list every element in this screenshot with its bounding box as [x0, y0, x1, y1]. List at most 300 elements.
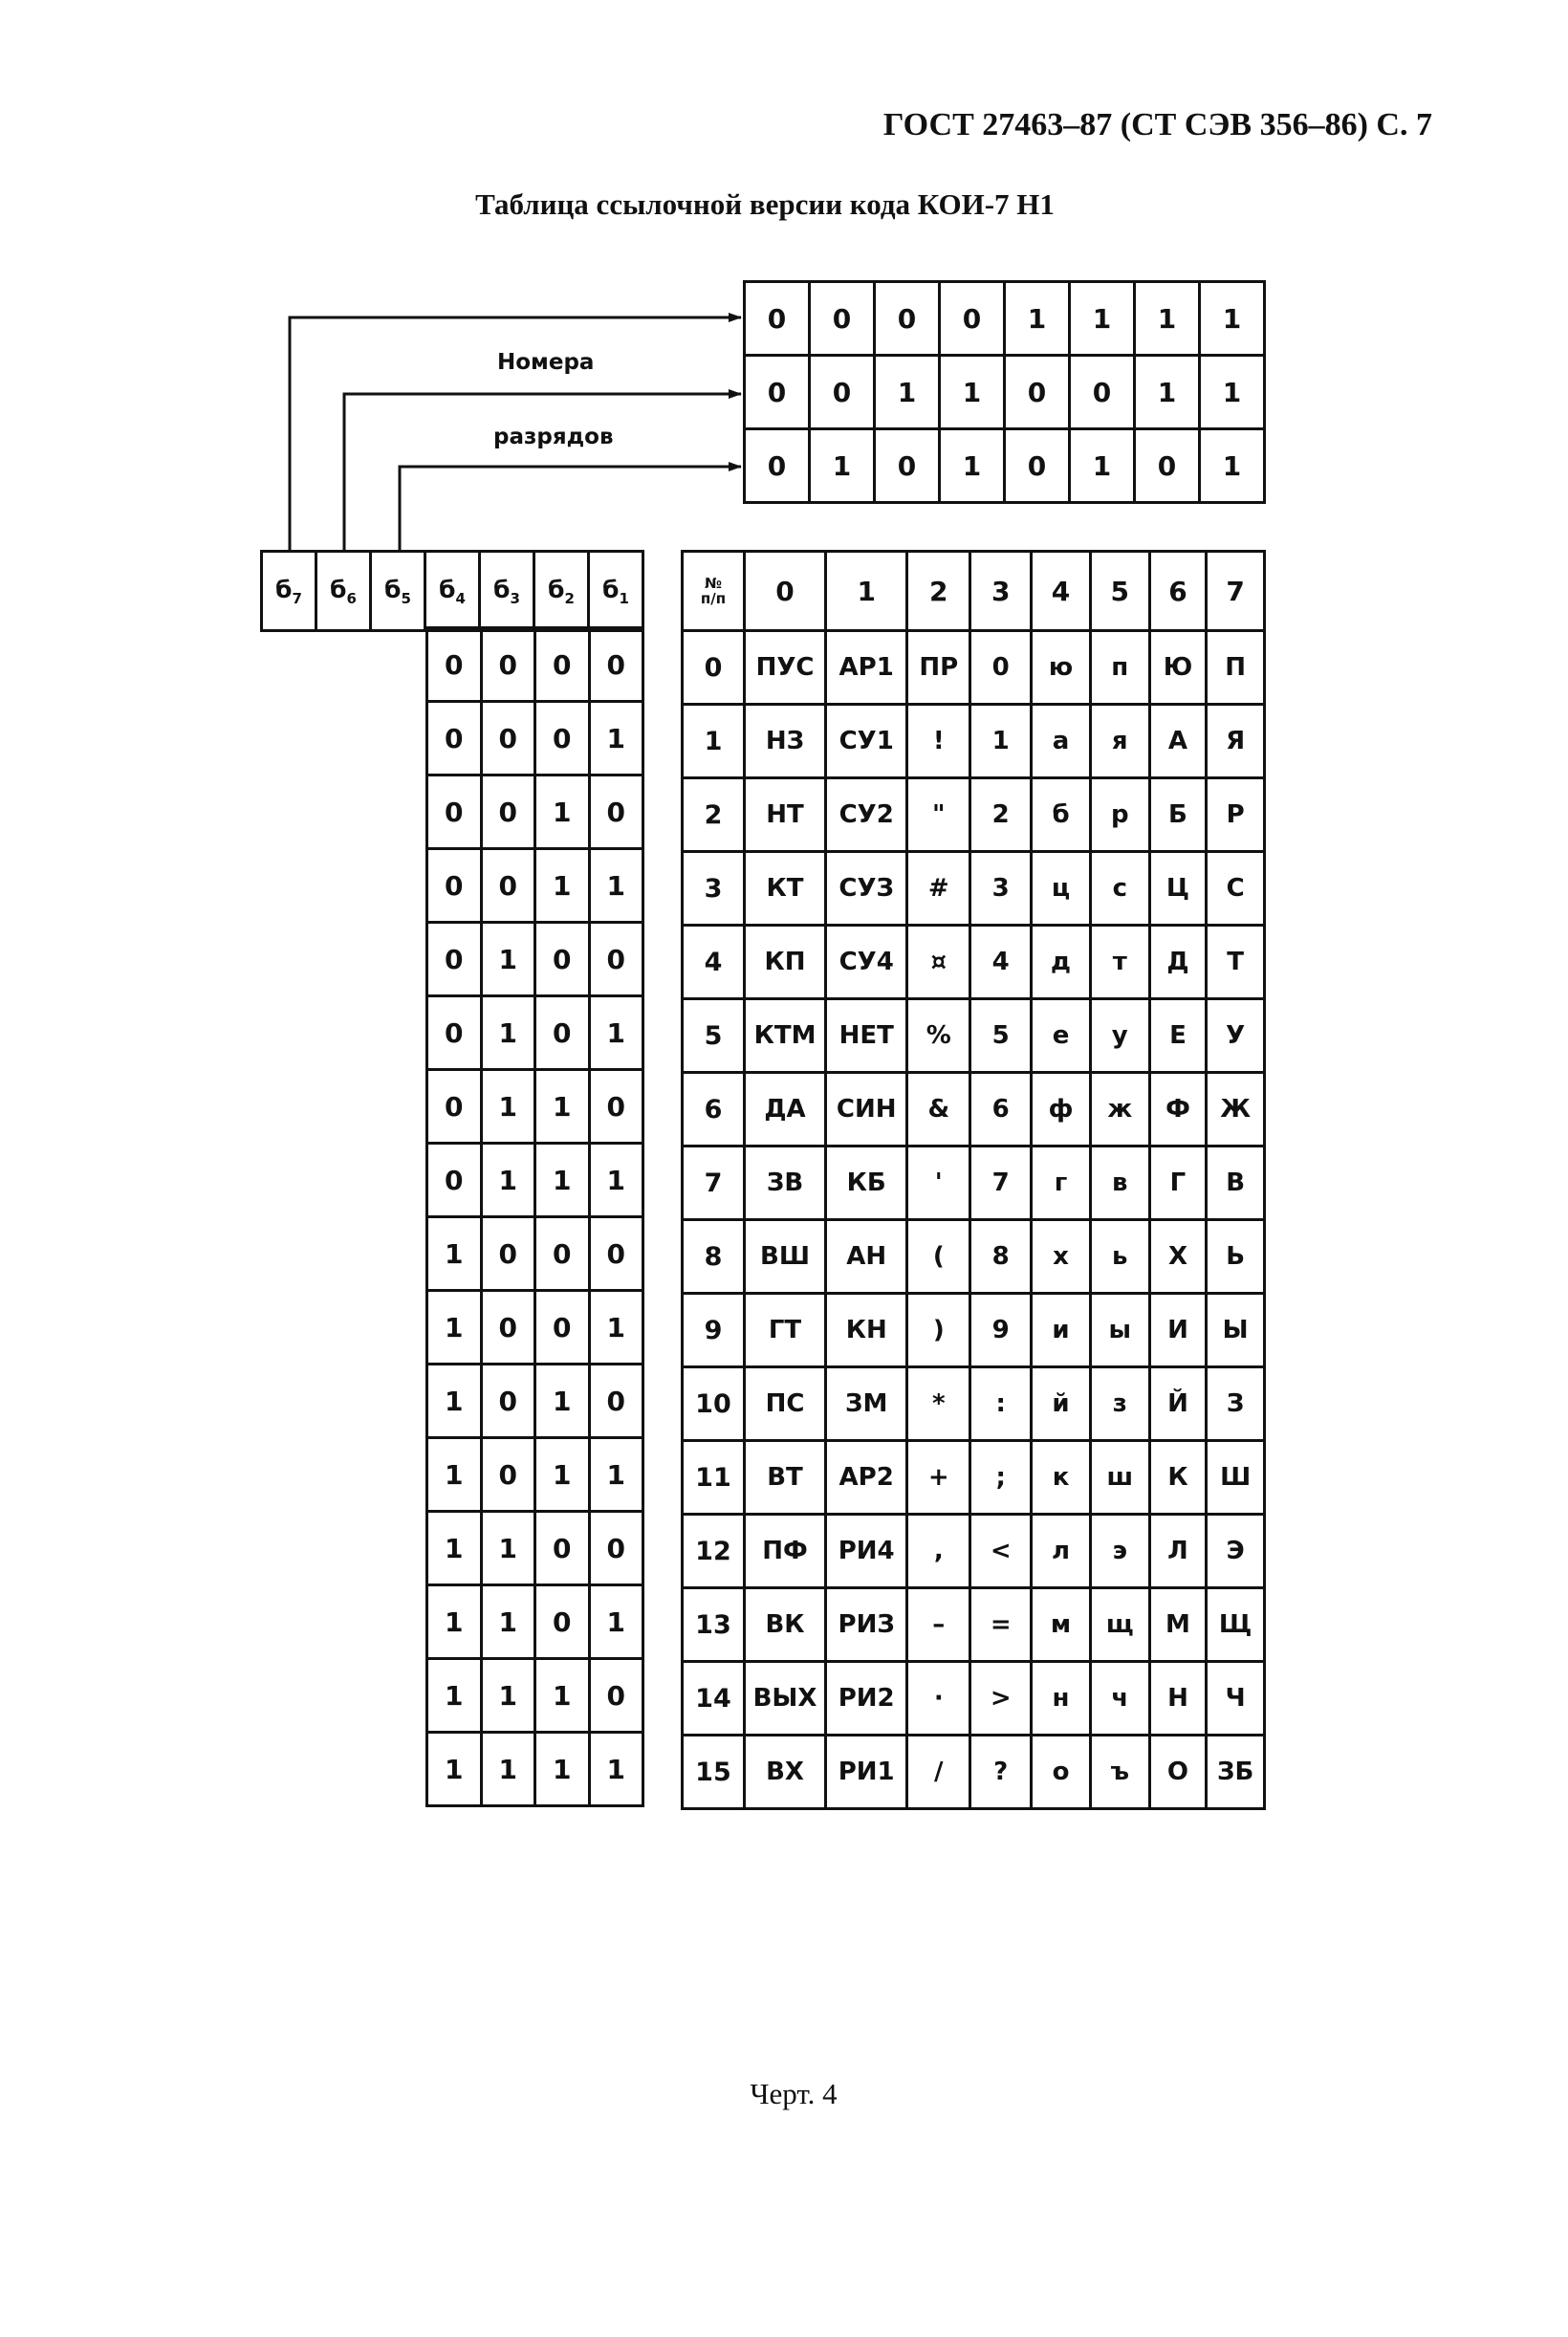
code-cell: Ф [1149, 1073, 1207, 1147]
code-cell: ? [970, 1736, 1032, 1809]
code-cell: КТ [744, 852, 825, 926]
code-cell: НЗ [744, 705, 825, 778]
code-cell: У [1207, 999, 1265, 1073]
code-table-row [683, 1367, 1265, 1441]
column-bit-cell: 0 [1005, 356, 1070, 429]
code-table-row [683, 926, 1265, 999]
row-bit-cell: 0 [427, 702, 482, 775]
code-cell: м [1032, 1588, 1091, 1662]
code-cell: 4 [970, 926, 1032, 999]
column-header: 7 [1207, 552, 1265, 631]
column-bit-cell: 1 [875, 356, 940, 429]
row-number: 9 [683, 1294, 745, 1367]
code-cell: Х [1149, 1220, 1207, 1294]
code-cell: ш [1090, 1441, 1149, 1515]
row-bit-cell: 1 [427, 1438, 482, 1512]
number-header-top: № [704, 575, 722, 592]
row-bit-cell: 0 [589, 1512, 643, 1585]
code-cell: 6 [970, 1073, 1032, 1147]
code-cell: Ю [1149, 631, 1207, 705]
code-cell: " [907, 778, 970, 852]
code-cell: · [907, 1662, 970, 1736]
row-number: 14 [683, 1662, 745, 1736]
code-cell: ЗВ [744, 1147, 825, 1220]
code-cell: щ [1090, 1588, 1149, 1662]
code-cell: Ш [1207, 1441, 1265, 1515]
code-cell: РИ1 [826, 1736, 907, 1809]
column-bit-cell: 0 [940, 282, 1005, 356]
row-bit-cell: 0 [427, 775, 482, 849]
row-bits-row [427, 923, 643, 996]
code-cell: й [1032, 1367, 1091, 1441]
row-bit-cell: 1 [481, 1512, 535, 1585]
code-cell: ПУС [744, 631, 825, 705]
column-bit-cell: 1 [1200, 282, 1265, 356]
code-cell: ж [1090, 1073, 1149, 1147]
code-cell: т [1090, 926, 1149, 999]
code-cell: а [1032, 705, 1091, 778]
row-number: 5 [683, 999, 745, 1073]
code-cell: ; [970, 1441, 1032, 1515]
row-bit-cell: 1 [535, 1659, 590, 1733]
bit-label-2 [534, 552, 589, 631]
code-cell: н [1032, 1662, 1091, 1736]
code-cell: р [1090, 778, 1149, 852]
row-bit-cell: 0 [481, 1217, 535, 1291]
code-cell: # [907, 852, 970, 926]
row-bit-cell: 1 [589, 996, 643, 1070]
row-bit-cell: 0 [481, 1291, 535, 1365]
row-bits-row [427, 702, 643, 775]
column-header: 3 [970, 552, 1032, 631]
code-cell: в [1090, 1147, 1149, 1220]
bit-label-base: б [275, 575, 293, 603]
row-bits-row [427, 1512, 643, 1585]
column-bit-cell: 0 [745, 356, 810, 429]
code-cell: с [1090, 852, 1149, 926]
code-cell: СУЗ [826, 852, 907, 926]
code-cell: ВТ [744, 1441, 825, 1515]
number-column-header [683, 552, 745, 631]
column-bit-cell: 0 [1135, 429, 1200, 503]
row-bit-cell: 1 [481, 1585, 535, 1659]
row-bit-cell: 0 [535, 1217, 590, 1291]
code-cell: 7 [970, 1147, 1032, 1220]
column-bit-cell: 0 [875, 282, 940, 356]
code-cell: – [907, 1588, 970, 1662]
code-cell: Ч [1207, 1662, 1265, 1736]
code-table-row [683, 999, 1265, 1073]
column-bit-cell: 0 [875, 429, 940, 503]
row-bits-row [427, 1291, 643, 1365]
column-bit-cell: 1 [810, 429, 875, 503]
row-bit-cell: 0 [481, 702, 535, 775]
row-bit-cell: 1 [481, 923, 535, 996]
code-cell: : [970, 1367, 1032, 1441]
code-cell: КБ [826, 1147, 907, 1220]
code-cell: 8 [970, 1220, 1032, 1294]
row-bit-cell: 1 [427, 1217, 482, 1291]
row-bit-cell: 1 [427, 1585, 482, 1659]
code-cell: Й [1149, 1367, 1207, 1441]
bit-label-7 [262, 552, 316, 631]
code-cell: % [907, 999, 970, 1073]
code-cell: О [1149, 1736, 1207, 1809]
arrow-b5 [400, 467, 741, 553]
code-cell: > [970, 1662, 1032, 1736]
code-table-row [683, 1220, 1265, 1294]
code-cell: РИ4 [826, 1515, 907, 1588]
code-cell: АР1 [826, 631, 907, 705]
code-cell: СУ1 [826, 705, 907, 778]
code-cell: ЗБ [1207, 1736, 1265, 1809]
bit-label-base: б [439, 575, 456, 603]
row-bits-row [427, 1217, 643, 1291]
code-table-row [683, 1515, 1265, 1588]
bit-label-base: б [602, 575, 620, 603]
bit-label-base: б [330, 575, 347, 603]
bit-label-base: б [384, 575, 402, 603]
code-cell: / [907, 1736, 970, 1809]
row-bits-row [427, 1733, 643, 1806]
code-cell: КТМ [744, 999, 825, 1073]
column-bit-cell: 0 [1005, 429, 1070, 503]
row-bit-cell: 1 [535, 849, 590, 923]
row-bit-cell: 1 [481, 996, 535, 1070]
row-bit-cell: 1 [427, 1512, 482, 1585]
row-bit-cell: 1 [535, 1438, 590, 1512]
bit-label-subscript: 5 [401, 589, 411, 607]
code-cell: Г [1149, 1147, 1207, 1220]
row-bits-row [427, 1659, 643, 1733]
row-bit-cell: 1 [427, 1365, 482, 1438]
code-cell: КП [744, 926, 825, 999]
code-cell: Б [1149, 778, 1207, 852]
code-table-row [683, 1662, 1265, 1736]
bit-label-1 [589, 552, 643, 631]
code-cell: Е [1149, 999, 1207, 1073]
row-bit-cell: 0 [427, 1070, 482, 1144]
row-bit-cell: 0 [589, 923, 643, 996]
row-bits-row [427, 1365, 643, 1438]
row-bits-row [427, 849, 643, 923]
code-cell: , [907, 1515, 970, 1588]
column-bit-cell: 0 [1070, 356, 1135, 429]
code-cell: ПФ [744, 1515, 825, 1588]
row-bit-cell: 1 [535, 1144, 590, 1217]
code-cell: ) [907, 1294, 970, 1367]
code-table-row [683, 1736, 1265, 1809]
code-cell: у [1090, 999, 1149, 1073]
column-bits-row [745, 356, 1265, 429]
bit-labels-table [260, 550, 644, 632]
row-bit-cell: 0 [535, 996, 590, 1070]
code-cell: 2 [970, 778, 1032, 852]
code-cell: ПС [744, 1367, 825, 1441]
column-header: 2 [907, 552, 970, 631]
column-bit-cell: 1 [1070, 282, 1135, 356]
column-bits-table [743, 280, 1266, 504]
column-bit-cell: 1 [1070, 429, 1135, 503]
row-bit-cell: 0 [427, 849, 482, 923]
row-bit-cell: 1 [589, 849, 643, 923]
row-number: 6 [683, 1073, 745, 1147]
code-cell: ¤ [907, 926, 970, 999]
number-header-bottom: п/п [700, 590, 727, 607]
code-cell: Л [1149, 1515, 1207, 1588]
code-cell: = [970, 1588, 1032, 1662]
code-cell: г [1032, 1147, 1091, 1220]
row-bit-cell: 1 [427, 1733, 482, 1806]
code-cell: я [1090, 705, 1149, 778]
row-number: 13 [683, 1588, 745, 1662]
row-bit-cell: 0 [481, 1365, 535, 1438]
row-number: 11 [683, 1441, 745, 1515]
code-cell: 3 [970, 852, 1032, 926]
row-number: 2 [683, 778, 745, 852]
code-cell: Э [1207, 1515, 1265, 1588]
code-table-header-row [683, 552, 1265, 631]
column-header: 0 [744, 552, 825, 631]
bit-label-5 [371, 552, 425, 631]
row-bit-cell: 0 [535, 628, 590, 702]
code-cell: СУ4 [826, 926, 907, 999]
code-cell: С [1207, 852, 1265, 926]
row-bit-cell: 0 [535, 1512, 590, 1585]
code-cell: & [907, 1073, 970, 1147]
code-cell: п [1090, 631, 1149, 705]
bit-label-top: Номера [497, 350, 595, 375]
code-cell: ц [1032, 852, 1091, 926]
code-cell: РИ2 [826, 1662, 907, 1736]
code-table [681, 550, 1266, 1810]
column-header: 5 [1090, 552, 1149, 631]
code-cell: ч [1090, 1662, 1149, 1736]
code-cell: ВШ [744, 1220, 825, 1294]
row-bit-cell: 0 [589, 1365, 643, 1438]
code-cell: ГТ [744, 1294, 825, 1367]
row-bit-cell: 1 [535, 1733, 590, 1806]
code-cell: Д [1149, 926, 1207, 999]
row-bit-cell: 1 [589, 702, 643, 775]
row-bit-cell: 1 [589, 1438, 643, 1512]
code-cell: 1 [970, 705, 1032, 778]
row-bit-cell: 1 [481, 1659, 535, 1733]
code-cell: ДА [744, 1073, 825, 1147]
code-table-row [683, 778, 1265, 852]
row-bits-row [427, 1438, 643, 1512]
code-cell: Ж [1207, 1073, 1265, 1147]
code-cell: х [1032, 1220, 1091, 1294]
code-cell: ы [1090, 1294, 1149, 1367]
code-cell: ь [1090, 1220, 1149, 1294]
bit-label-base: б [548, 575, 565, 603]
column-bit-cell: 1 [1200, 356, 1265, 429]
code-cell: 0 [970, 631, 1032, 705]
row-bit-cell: 1 [535, 1365, 590, 1438]
code-cell: и [1032, 1294, 1091, 1367]
code-cell: Т [1207, 926, 1265, 999]
column-header: 1 [826, 552, 907, 631]
code-cell: ВХ [744, 1736, 825, 1809]
row-bits-row [427, 1070, 643, 1144]
row-bits-row [427, 1144, 643, 1217]
code-cell: ю [1032, 631, 1091, 705]
bit-label-subscript: 4 [455, 589, 466, 607]
row-number: 15 [683, 1736, 745, 1809]
figure-caption: Черт. 4 [750, 2077, 838, 2110]
row-bit-cell: 0 [427, 996, 482, 1070]
code-cell: э [1090, 1515, 1149, 1588]
bit-label-subscript: 6 [346, 589, 357, 607]
row-bit-cell: 0 [427, 923, 482, 996]
column-header: 6 [1149, 552, 1207, 631]
code-cell: В [1207, 1147, 1265, 1220]
code-cell: ф [1032, 1073, 1091, 1147]
column-bit-cell: 1 [940, 356, 1005, 429]
code-cell: НЕТ [826, 999, 907, 1073]
code-cell: 5 [970, 999, 1032, 1073]
code-table-row [683, 1294, 1265, 1367]
row-bit-cell: 1 [427, 1659, 482, 1733]
code-cell: СУ2 [826, 778, 907, 852]
code-table-row [683, 1441, 1265, 1515]
code-cell: Ь [1207, 1220, 1265, 1294]
bit-label-subscript: 3 [510, 589, 520, 607]
code-cell: Ц [1149, 852, 1207, 926]
column-bit-cell: 1 [1135, 356, 1200, 429]
row-bit-cell: 1 [589, 1291, 643, 1365]
row-number: 7 [683, 1147, 745, 1220]
code-cell: ( [907, 1220, 970, 1294]
code-cell: НТ [744, 778, 825, 852]
row-bits-row [427, 628, 643, 702]
bit-label-subscript: 2 [564, 589, 575, 607]
column-bit-cell: 0 [810, 356, 875, 429]
code-table-row [683, 1073, 1265, 1147]
code-cell: ! [907, 705, 970, 778]
code-table-row [683, 1588, 1265, 1662]
code-cell: АР2 [826, 1441, 907, 1515]
row-bit-cell: 1 [589, 1144, 643, 1217]
row-bit-cell: 1 [535, 1070, 590, 1144]
code-cell: П [1207, 631, 1265, 705]
code-table-row [683, 705, 1265, 778]
bit-label-3 [480, 552, 534, 631]
row-bits-table [425, 626, 644, 1807]
bit-label-4 [425, 552, 480, 631]
row-bit-cell: 0 [481, 849, 535, 923]
code-cell: ВК [744, 1588, 825, 1662]
code-cell: ЗМ [826, 1367, 907, 1441]
row-bit-cell: 0 [427, 1144, 482, 1217]
row-bit-cell: 1 [427, 1291, 482, 1365]
bit-label-base: б [493, 575, 511, 603]
code-cell: К [1149, 1441, 1207, 1515]
code-cell: РИЗ [826, 1588, 907, 1662]
row-bit-cell: 1 [481, 1070, 535, 1144]
code-table-row [683, 852, 1265, 926]
code-cell: З [1207, 1367, 1265, 1441]
code-cell: И [1149, 1294, 1207, 1367]
table-title: Таблица ссылочной версии кода КОИ-7 Н1 [475, 187, 1055, 221]
row-bits-row [427, 775, 643, 849]
code-cell: л [1032, 1515, 1091, 1588]
code-cell: + [907, 1441, 970, 1515]
column-bit-cell: 1 [1135, 282, 1200, 356]
code-cell: б [1032, 778, 1091, 852]
row-number: 0 [683, 631, 745, 705]
column-bits-row [745, 282, 1265, 356]
row-bit-cell: 0 [589, 1659, 643, 1733]
code-cell: к [1032, 1441, 1091, 1515]
code-table-row [683, 1147, 1265, 1220]
row-bit-cell: 1 [481, 1733, 535, 1806]
row-bit-cell: 0 [589, 775, 643, 849]
code-cell: А [1149, 705, 1207, 778]
code-cell: АН [826, 1220, 907, 1294]
row-number: 3 [683, 852, 745, 926]
column-bit-cell: 0 [745, 429, 810, 503]
code-cell: Я [1207, 705, 1265, 778]
row-bit-cell: 0 [481, 775, 535, 849]
column-bit-cell: 0 [810, 282, 875, 356]
bit-label-bottom: разрядов [493, 425, 614, 449]
row-bit-cell: 0 [535, 1585, 590, 1659]
row-bit-cell: 0 [535, 923, 590, 996]
code-cell: * [907, 1367, 970, 1441]
bit-label-subscript: 7 [292, 589, 302, 607]
code-cell: о [1032, 1736, 1091, 1809]
row-number: 1 [683, 705, 745, 778]
row-number: 10 [683, 1367, 745, 1441]
code-cell: Щ [1207, 1588, 1265, 1662]
column-bit-cell: 1 [1005, 282, 1070, 356]
row-number: 8 [683, 1220, 745, 1294]
code-cell: е [1032, 999, 1091, 1073]
row-bit-cell: 0 [481, 628, 535, 702]
column-bit-cell: 1 [1200, 429, 1265, 503]
code-cell: Р [1207, 778, 1265, 852]
code-cell: ' [907, 1147, 970, 1220]
row-bit-cell: 0 [481, 1438, 535, 1512]
row-bit-cell: 0 [589, 628, 643, 702]
row-bit-cell: 1 [535, 775, 590, 849]
row-bit-cell: 1 [481, 1144, 535, 1217]
bit-label-6 [316, 552, 371, 631]
code-cell: ПР [907, 631, 970, 705]
row-number: 4 [683, 926, 745, 999]
row-bits-row [427, 1585, 643, 1659]
column-bits-row [745, 429, 1265, 503]
page-header: ГОСТ 27463–87 (СТ СЭВ 356–86) С. 7 [882, 107, 1432, 142]
arrow-b6 [344, 394, 741, 553]
code-cell: ВЫХ [744, 1662, 825, 1736]
code-cell: Ы [1207, 1294, 1265, 1367]
row-bit-cell: 0 [589, 1070, 643, 1144]
row-bit-cell: 0 [589, 1217, 643, 1291]
code-cell: КН [826, 1294, 907, 1367]
row-bit-cell: 0 [427, 628, 482, 702]
column-header: 4 [1032, 552, 1091, 631]
column-bit-cell: 0 [745, 282, 810, 356]
row-bit-cell: 1 [589, 1733, 643, 1806]
code-cell: д [1032, 926, 1091, 999]
row-bit-cell: 1 [589, 1585, 643, 1659]
row-bit-cell: 0 [535, 702, 590, 775]
column-bit-cell: 1 [940, 429, 1005, 503]
code-cell: М [1149, 1588, 1207, 1662]
